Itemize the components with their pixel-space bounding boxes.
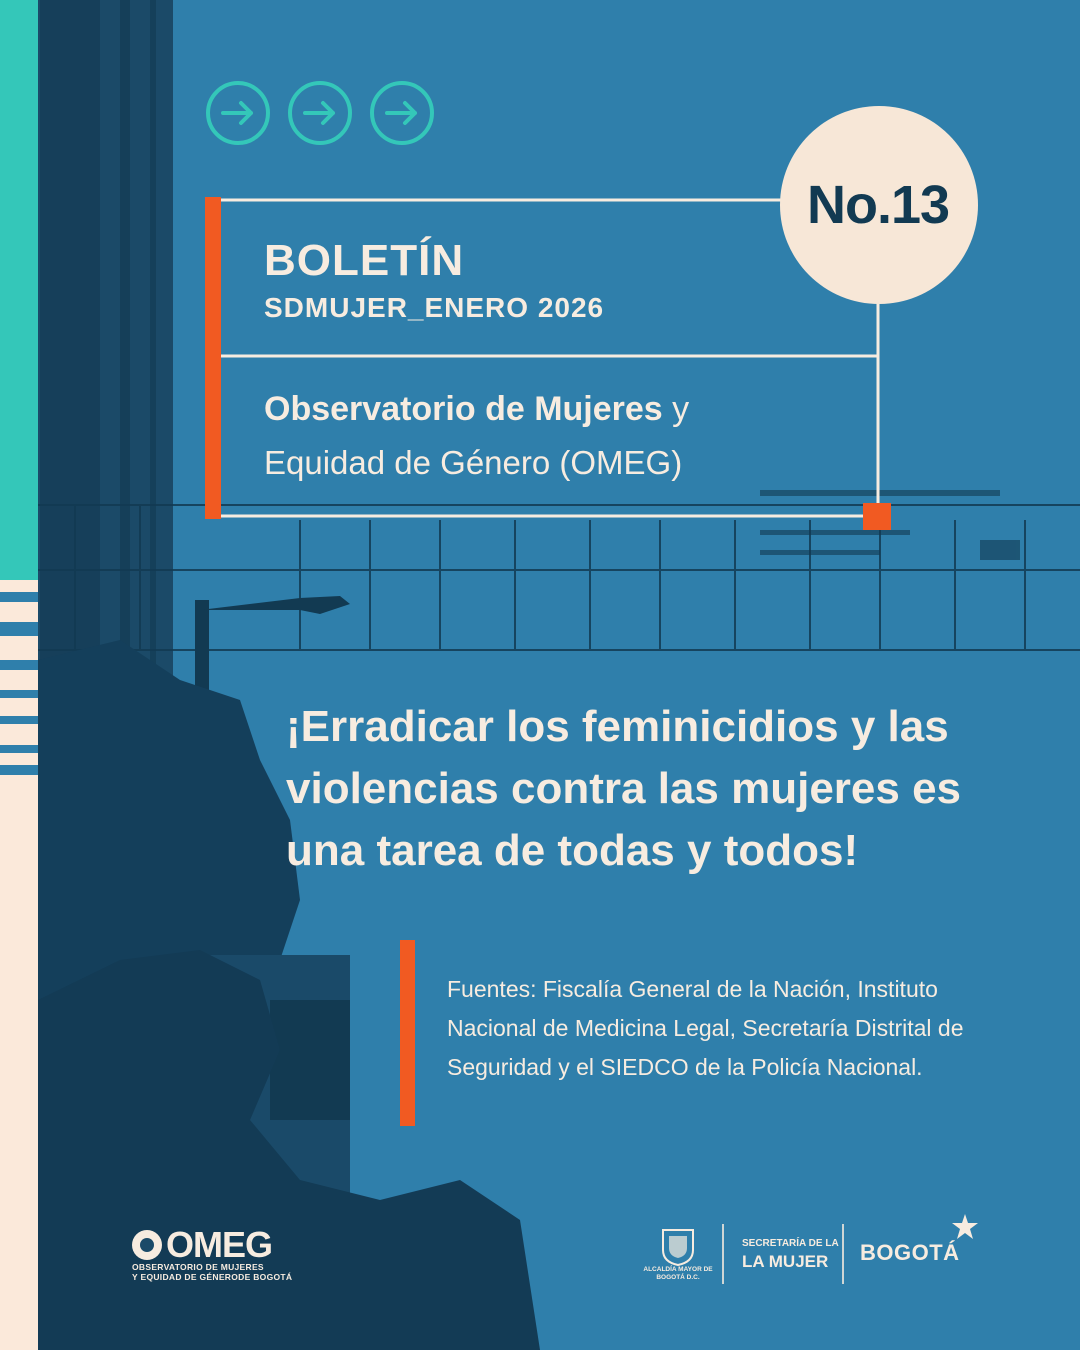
arrow-right-circle-icon[interactable] — [208, 83, 268, 143]
observatory-bold: Observatorio de Mujeres — [264, 390, 663, 428]
omeg-logo — [130, 1226, 272, 1264]
nav-arrows — [205, 80, 435, 146]
omeg-subtitle-line-1: OBSERVATORIO DE MUJERES — [132, 1262, 264, 1272]
omeg-subtitle-line-2: Y EQUIDAD DE GÉNERODE BOGOTÁ — [132, 1272, 293, 1282]
observatory-line-1 — [264, 390, 689, 429]
footer-divider — [722, 1224, 724, 1284]
bulletin-title: BOLETÍN — [264, 236, 465, 285]
headline: ¡Erradicar los feminicidios y las violencias contra las mujeres es una tarea de todas y todos! — [286, 702, 962, 875]
coat-of-arms-icon — [655, 1226, 701, 1266]
footer-divider — [842, 1224, 844, 1284]
secretaria-label-2: LA MUJER — [742, 1252, 829, 1271]
sources-text: Fuentes: Fiscalía General de la Nación, Instituto Nacional de Medicina Legal, Secretaría Distrital de Seguridad y el SIEDCO de la Policía Nacional. — [447, 976, 964, 1080]
sources-accent-bar — [400, 940, 415, 1126]
secretaria-label-1: SECRETARÍA DE LA — [742, 1238, 839, 1249]
bogota-logo: BOGOTÁ — [860, 1240, 960, 1265]
omeg-wordmark: OMEG — [166, 1224, 273, 1265]
bulletin-subtitle: SDMUJER_ENERO 2026 — [264, 292, 605, 323]
alcaldia-label: ALCALDÍA MAYOR DE BOGOTÁ D.C. — [643, 1266, 713, 1281]
observatory-connector: y — [662, 390, 690, 428]
observatory-line-2: Equidad de Género (OMEG) — [264, 444, 683, 481]
star-icon — [950, 1212, 980, 1242]
issue-number: No.13 — [806, 175, 950, 235]
arrow-right-circle-icon[interactable] — [372, 83, 432, 143]
omeg-eye-icon — [130, 1228, 164, 1262]
omeg-subtitle — [132, 1262, 292, 1282]
arrow-right-circle-icon[interactable] — [290, 83, 350, 143]
